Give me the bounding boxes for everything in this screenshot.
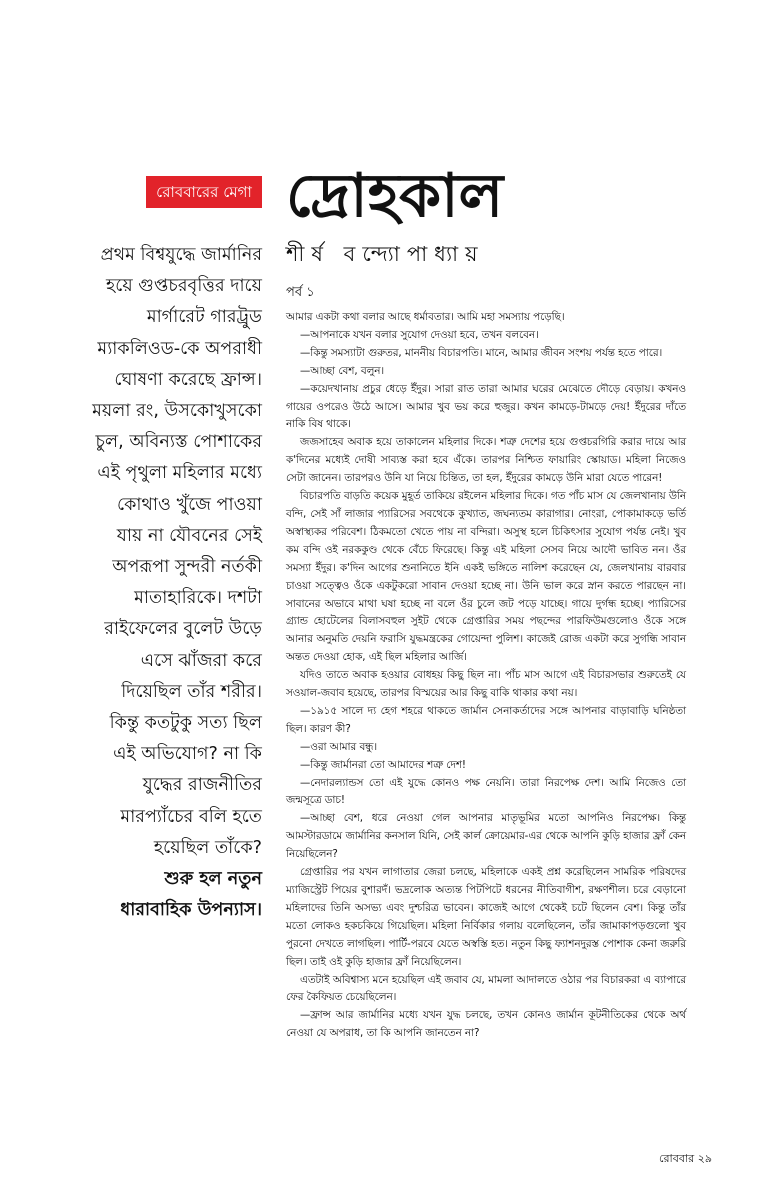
paragraph: —ওরা আমার বন্ধু। bbox=[300, 740, 378, 753]
intro-line: ম্যাকলিওড-কে অপরাধী bbox=[97, 338, 262, 359]
intro-highlight-line: ধারাবাহিক উপন্যাস। bbox=[120, 900, 262, 921]
intro-line: ঘোষণা করেছে ফ্রান্স। bbox=[114, 369, 262, 390]
intro-line: কোথাও খুঁজে পাওয়া bbox=[116, 494, 262, 515]
paragraph: আমার একটা কথা বলার আছে ধর্মাবতার। আমি মহা সমস্যায় পড়েছি। bbox=[286, 311, 565, 323]
paragraph: —ফ্রান্স আর জার্মানির মধ্যে যখন যুদ্ধ চলছে, তখন কোনও জার্মান কূটনীতিকের থেকে অর্থ নেওয়া যে অপরাধ, তা কি আপনি জানতেন না? bbox=[286, 1009, 686, 1040]
section-tag: রোববারের মেগা bbox=[146, 176, 262, 208]
paragraph: —আচ্ছা বেশ, বলুন। bbox=[300, 364, 385, 377]
paragraph: —কয়েদখানায় প্রচুর ধেড়ে ইঁদুর। সারা রাত তারা আমার ঘরের মেঝেতে দৌড়ে বেড়ায়। কখনও গায়ের ওপরেও উঠে আসে। আমার খুব ভয় করে হুজুর। কখন কামড়ে-টামড়ে দেয়! ইঁদুরের দাঁতে নাকি বিষ থাকে। bbox=[286, 382, 686, 431]
paragraph: —কিন্তু জার্মানরা তো আমাদের শত্রু দেশ! bbox=[300, 758, 467, 771]
intro-line: মার্গারেট গারট্রুড bbox=[146, 307, 262, 328]
intro-line: মাতাহারিকে। দশটা bbox=[134, 588, 262, 609]
paragraph: এতটাই অবিশ্বাস্য মনে হয়েছিল এই জবাব যে, মামলা আদালতে ওঠার পর বিচারকরা এ ব্যাপারে ফের কৈফিয়ত চেয়েছিলেন। bbox=[286, 973, 686, 1004]
intro-line: হয়েছিল তাঁকে? bbox=[153, 837, 262, 858]
intro-line: প্রথম বিশ্বযুদ্ধে জার্মানির bbox=[100, 245, 262, 265]
paragraph: —আপনাকে যখন বলার সুযোগ দেওয়া হবে, তখন বলবেন। bbox=[300, 328, 539, 341]
intro-line: অপরূপা সুন্দরী নর্তকী bbox=[112, 557, 262, 578]
intro-line: রাইফেলের বুলেট উড়ে bbox=[104, 619, 262, 640]
intro-line: ময়লা রং, উসকোখুসকো bbox=[92, 401, 262, 422]
intro-line: যায় না যৌবনের সেই bbox=[116, 525, 262, 546]
story-title: দ্রোহকাল bbox=[286, 161, 504, 231]
paragraph: —কিন্তু সমস্যাটা গুরুতর, মাননীয় বিচারপতি। মানে, আমার জীবন সংশয় পর্যন্ত হতে পারে। bbox=[300, 346, 663, 359]
paragraph: —১৯১৫ সালে দ্য হেগ শহরে থাকতে জার্মান সেনাকর্তাদের সঙ্গে আপনার বাড়াবাড়ি ঘনিষ্ঠতা ছিল। কারণ কী? bbox=[286, 704, 686, 735]
paragraph: গ্রেপ্তারির পর যখন লাগাতার জেরা চলছে, মহিলাকে একই প্রশ্ন করেছিলেন সামরিক পরিষদের ম্যাজিস্ট্রেট পিয়ের বুশারদঁ। ভদ্রলোক অত্যন্ত পিটপিটে ধরনের নীতিবাগীশ, রক্ষণশীল। চরে বেড়ানো মহিলাদের তিনি অসভ্য এবং দুশ্চরিত্র ভাবেন। কাজেই আগে থেকেই চটে ছিলেন বেশ। কিন্তু তাঁর মতো লোকও হকচকিয়ে গিয়েছিল। মহিলা নির্বিকার গলায় বলেছিলেন, তাঁর জামাকাপড়গুলো খুব পুরনো দেখতে লাগছিল। পার্টি-পরবে যেতে অস্বস্তি হত। নতুন কিছু ফ্যাশনদুরস্ত পোশাক কেনা জরুরি ছিল। তাই ওই কুড়ি হাজার ফ্রাঁ নিয়েছিলেন। bbox=[286, 866, 686, 968]
paragraph: জজসাহেব অবাক হয়ে তাকালেন মহিলার দিকে। শত্রু দেশের হয়ে গুপ্তচরগিরি করার দায়ে আর ক'দিনের মধ্যেই দোষী সাব্যস্ত করা হবে এঁকে। তারপর নিশ্চিত ফায়ারিং স্কোয়াড। মহিলা নিজেও সেটা জানেন। তারপরও উনি যা নিয়ে চিন্তিত, তা হল, ইঁদুরের কামড়ে উনি মারা যেতে পারেন! bbox=[286, 436, 686, 485]
intro-line: যুদ্ধের রাজনীতির bbox=[142, 775, 262, 796]
paragraph: যদিও তাতে অবাক হওয়ার বোধহয় কিছু ছিল না। পাঁচ মাস আগে এই বিচারসভার শুরুতেই যে সওয়াল-জবাব হয়েছে, তারপর বিস্ময়ের আর কিছু বাকি থাকার কথা নয়। bbox=[286, 669, 686, 700]
intro-line: এই পৃথুলা মহিলার মধ্যে bbox=[97, 463, 262, 484]
intro-line: দিয়েছিল তাঁর শরীর। bbox=[121, 681, 262, 702]
intro-line: চুল, অবিন্যস্ত পোশাকের bbox=[95, 432, 262, 453]
intro-blurb bbox=[66, 240, 262, 926]
intro-line: কিন্তু কতটুকু সত্য ছিল bbox=[109, 713, 262, 734]
paragraph: —নেদারল্যান্ডস তো এই যুদ্ধে কোনও পক্ষ নেয়নি। তারা নিরপেক্ষ দেশ। আমি নিজেও তো জন্মসূত্রে ডাচ! bbox=[286, 776, 686, 807]
intro-line: হয়ে গুপ্তচরবৃত্তির দায়ে bbox=[106, 276, 262, 297]
intro-line: এই অভিযোগ? না কি bbox=[113, 744, 262, 765]
paragraph: বিচারপতি বাড়তি কয়েক মুহূর্ত তাকিয়ে রইলেন মহিলার দিকে। গত পাঁচ মাস যে জেলখানায় উনি বন্দি, সেই সাঁ লাজার প্যারিসের সবথেকে কুখ্যাত, জঘন্যতম কারাগার। নোংরা, পোকামাকড়ে ভর্তি অস্বাস্থ্যকর পরিবেশ। ঠিকমতো খেতে পায় না বন্দিরা। অসুস্থ হলে চিকিৎসার সুযোগ পর্যন্ত নেই। খুব কম বন্দি ওই নরককুণ্ড থেকে বেঁচে ফিরেছে। কিন্তু এই মহিলা সেসব নিয়ে আদৌ ভাবিত নন। ওঁর সমস্যা ইঁদুর। ক'দিন আগের শুনানিতে ইনি একই ভঙ্গিতে নালিশ করেছেন যে, জেলখানায় বারবার চাওয়া সত্ত্বেও ওঁকে একটুকরো সাবান দেওয়া হচ্ছে না। উনি ভাল করে স্নান করতে পারছেন না। সাবানের অভাবে মাথা ঘষা হচ্ছে না বলে ওঁর চুলে জট পড়ে যাচ্ছে। গায়ে দুর্গন্ধ হচ্ছে। প্যারিসের গ্র্যান্ড হোটেলের বিলাসবহুল সুইট থেকে গ্রেপ্তারির সময় পছন্দের পারফিউমগুলোও ওঁকে সঙ্গে আনার অনুমতি দেয়নি ফরাসি যুদ্ধমন্ত্রকের গোয়েন্দা পুলিশ। কাজেই রোজ একটা করে সুগন্ধি সাবান অন্তত দেওয়া হোক, এই ছিল মহিলার আর্জি। bbox=[286, 490, 686, 664]
article-body bbox=[286, 309, 686, 1043]
intro-line: মারপ্যাঁচের বলি হতে bbox=[120, 806, 262, 827]
paragraph: —আচ্ছা বেশ, ধরে নেওয়া গেল আপনার মাতৃভূমির মতো আপনিও নিরপেক্ষ। কিন্তু আমস্টারডামে জার্মানির কনসাল যিনি, সেই কার্ল ক্রোয়েমার-এর থেকে আপনি কুড়ি হাজার ফ্রাঁ কেন নিয়েছিলেন? bbox=[286, 812, 686, 861]
part-label: পর্ব ১ bbox=[286, 285, 315, 300]
intro-highlight-line: শুরু হল নতুন bbox=[164, 869, 262, 890]
page-footer: রোববার ২৯ bbox=[659, 1152, 712, 1165]
intro-line: এসে ঝাঁজরা করে bbox=[140, 650, 262, 671]
author-name: শীর্ষ বন্দ্যোপাধ্যায় bbox=[286, 242, 485, 266]
